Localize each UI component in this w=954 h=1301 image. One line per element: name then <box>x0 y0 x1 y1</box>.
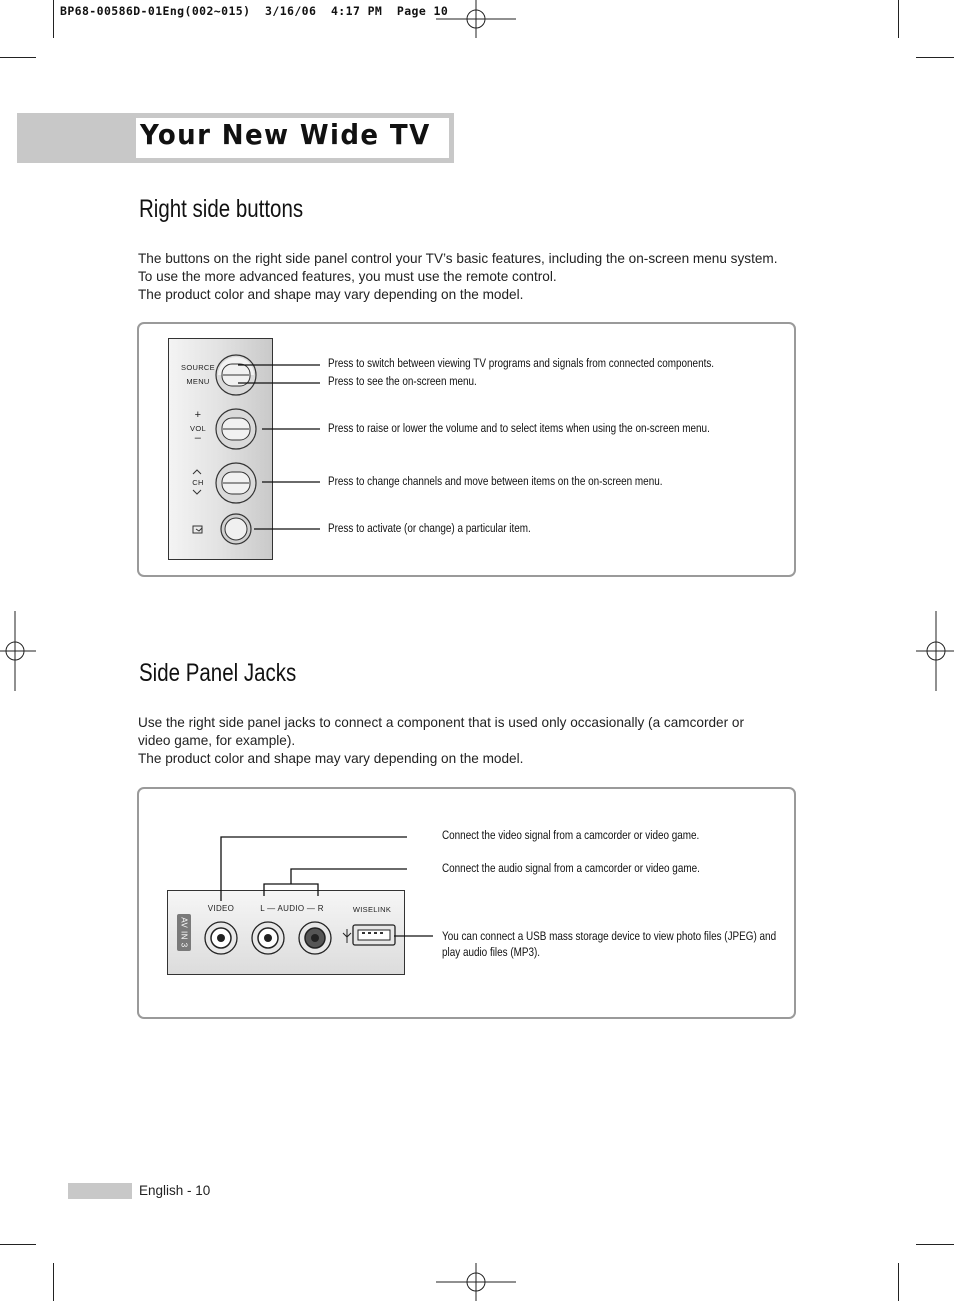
paragraph-line: The product color and shape may vary depending on the model. <box>138 287 524 302</box>
source-label: SOURCE <box>181 363 215 372</box>
page-number: English - 10 <box>139 1183 211 1198</box>
print-slug: BP68-00586D-01Eng(002~015) 3/16/06 4:17 PM Page 10 <box>60 4 449 18</box>
audio-label: L — AUDIO — R <box>260 904 324 913</box>
page-title: Your New Wide TV <box>140 118 431 151</box>
vol-minus-label: – <box>194 432 202 444</box>
vol-label: VOL <box>190 424 206 433</box>
callout-video: Connect the video signal from a camcorder or video game. <box>442 828 700 842</box>
section-heading-side-panel-jacks: Side Panel Jacks <box>139 659 297 687</box>
footer-band <box>68 1183 132 1199</box>
callout-source: Press to switch between viewing TV programs and signals from connected components. <box>328 356 715 370</box>
paragraph-line: The product color and shape may vary depending on the model. <box>138 751 524 766</box>
ch-label: CH <box>192 478 204 487</box>
callout-volume: Press to raise or lower the volume and to select items when using the on-screen menu. <box>328 421 710 435</box>
vol-plus-label: + <box>194 409 202 421</box>
callout-usb: You can connect a USB mass storage device to view photo files (JPEG) and play audio files (MP3). <box>442 929 777 959</box>
callout-audio: Connect the audio signal from a camcorder or video game. <box>442 861 700 875</box>
video-label: VIDEO <box>207 904 235 913</box>
av-in-label: AV IN 3 <box>179 917 189 948</box>
paragraph-line: The buttons on the right side panel control your TV’s basic features, including the on-screen menu system. <box>138 251 778 266</box>
callout-menu: Press to see the on-screen menu. <box>328 374 477 388</box>
menu-label: MENU <box>186 377 210 386</box>
paragraph-line: To use the more advanced features, you must use the remote control. <box>138 269 557 284</box>
paragraph-line: Use the right side panel jacks to connect a component that is used only occasionally (a camcorder or <box>138 715 744 730</box>
paragraph-line: video game, for example). <box>138 733 296 748</box>
section-heading-right-side-buttons: Right side buttons <box>139 195 304 223</box>
callout-channel: Press to change channels and move between items on the on-screen menu. <box>328 474 663 488</box>
wiselink-label: WISELINK <box>352 905 392 914</box>
callout-enter: Press to activate (or change) a particular item. <box>328 521 531 535</box>
